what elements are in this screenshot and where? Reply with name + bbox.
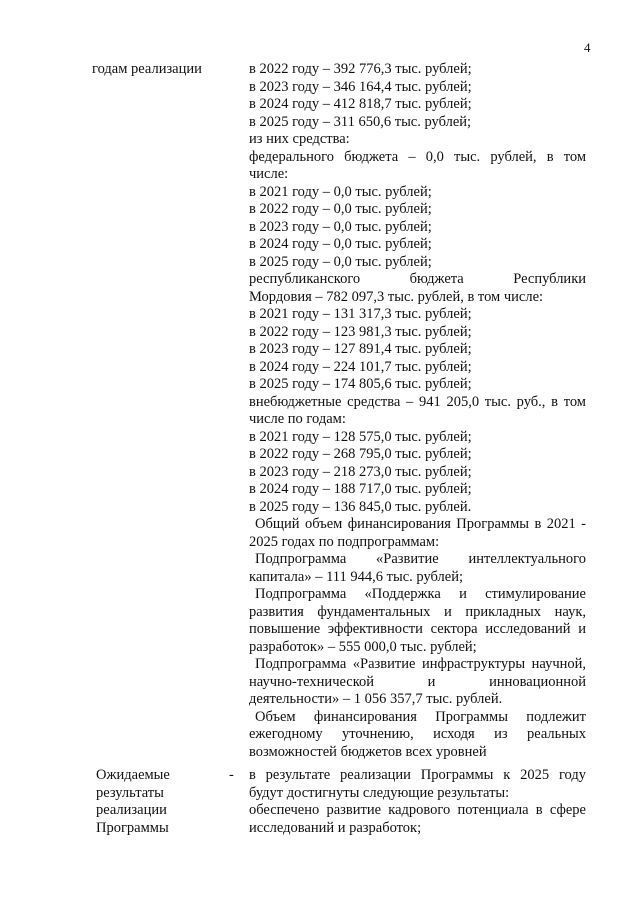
funding-line: ежегодному уточнению, исходя из реальных	[249, 726, 586, 742]
funding-line: разработок» – 555 000,0 тыс. рублей;	[249, 638, 477, 655]
funding-line: в 2024 году – 188 717,0 тыс. рублей;	[249, 481, 472, 497]
funding-line: в 2023 году – 346 164,4 тыс. рублей;	[249, 78, 472, 95]
funding-line: Мордовия – 782 097,3 тыс. рублей, в том числе:	[249, 288, 544, 305]
funding-line: в 2023 году – 127 891,4 тыс. рублей;	[249, 341, 472, 357]
funding-line: в 2025 году – 174 805,6 тыс. рублей;	[249, 376, 472, 392]
funding-line: капитала» – 111 944,6 тыс. рублей;	[249, 568, 463, 585]
funding-line: Подпрограмма «Развитие интеллектуального	[255, 551, 586, 567]
funding-line: в 2021 году – 0,0 тыс. рублей;	[249, 183, 432, 200]
funding-line: научно-технической и инновационной	[249, 673, 586, 690]
page-number: 4	[584, 40, 591, 55]
funding-line: числе:	[249, 166, 289, 182]
expected-results-details	[249, 767, 586, 837]
label-line: реализации	[96, 802, 167, 818]
funding-line: в 2022 году – 268 795,0 тыс. рублей;	[249, 446, 472, 462]
funding-line: 2025 годах по подпрограммам:	[249, 533, 440, 550]
label-line: результаты	[96, 784, 164, 801]
funding-line: в 2021 году – 128 575,0 тыс. рублей;	[249, 428, 472, 445]
results-line: будут достигнуты следующие результаты:	[249, 784, 510, 801]
funding-line: в 2023 году – 218 273,0 тыс. рублей;	[249, 463, 472, 480]
funding-line: Общий объем финансирования Программы в 2021 -	[255, 516, 586, 532]
funding-line: республиканского бюджета Республики	[249, 271, 586, 287]
funding-line: развития фундаментальных и прикладных наук,	[249, 603, 586, 620]
section-label-expected-results	[96, 767, 170, 837]
funding-line: деятельности» – 1 056 357,7 тыс. рублей.	[249, 691, 503, 707]
label-line: Программы	[96, 819, 169, 836]
funding-line: Подпрограмма «Поддержка и стимулирование	[255, 586, 586, 602]
funding-line: в 2022 году – 392 776,3 тыс. рублей;	[249, 61, 472, 77]
funding-line: в 2024 году – 224 101,7 тыс. рублей;	[249, 358, 472, 375]
funding-line: внебюджетные средства – 941 205,0 тыс. руб., в том	[249, 393, 586, 410]
funding-line: в 2025 году – 136 845,0 тыс. рублей.	[249, 498, 472, 515]
funding-line: Подпрограмма «Развитие инфраструктуры научной,	[255, 656, 586, 672]
funding-line: в 2022 году – 0,0 тыс. рублей;	[249, 201, 432, 217]
results-line: исследований и разработок;	[249, 819, 422, 836]
funding-line: возможностей бюджетов всех уровней	[249, 743, 487, 760]
label-line: Ожидаемые	[96, 767, 170, 783]
separator-dash: -	[229, 767, 234, 783]
results-line: обеспечено развитие кадрового потенциала в сфере	[249, 802, 586, 818]
funding-line: в 2021 году – 131 317,3 тыс. рублей;	[249, 306, 472, 322]
results-line: в результате реализации Программы к 2025 году	[249, 767, 586, 783]
funding-details	[249, 61, 586, 761]
funding-line: числе по годам:	[249, 411, 346, 427]
funding-line: в 2022 году – 123 981,3 тыс. рублей;	[249, 323, 472, 340]
funding-line: повышение эффективности сектора исследований и	[249, 621, 586, 637]
funding-line: из них средства:	[249, 131, 350, 147]
funding-line: в 2023 году – 0,0 тыс. рублей;	[249, 218, 432, 235]
section-label-years: годам реализации	[92, 61, 202, 77]
funding-line: в 2025 году – 0,0 тыс. рублей;	[249, 253, 432, 270]
funding-line: федерального бюджета – 0,0 тыс. рублей, в том	[249, 148, 586, 165]
funding-line: в 2024 году – 0,0 тыс. рублей;	[249, 236, 432, 252]
funding-line: в 2025 году – 311 650,6 тыс. рублей;	[249, 113, 472, 130]
funding-line: в 2024 году – 412 818,7 тыс. рублей;	[249, 96, 472, 112]
funding-line: Объем финансирования Программы подлежит	[255, 708, 586, 725]
